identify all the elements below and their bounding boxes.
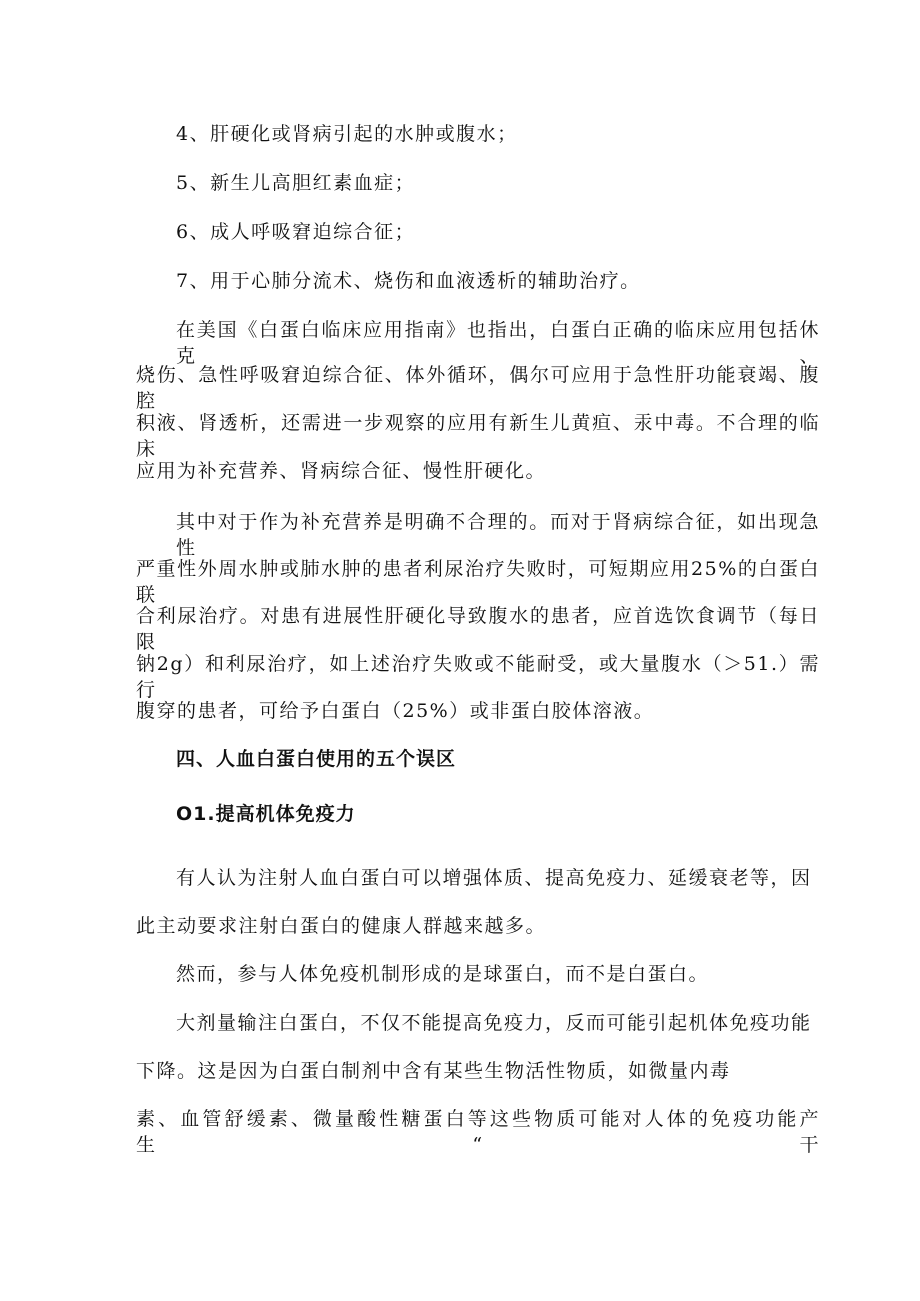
paragraph-line: 大剂量输注白蛋白，不仅不能提高免疫力，反而可能引起机体免疫功能 [176,1012,812,1034]
paragraph-line: 有人认为注射人血白蛋白可以增强体质、提高免疫力、延缓衰老等，因 [176,867,812,889]
paragraph-line: 腹穿的患者，可给予白蛋白（25%）或非蛋白胶体溶液。 [136,700,655,722]
paragraph-line: 严重性外周水肿或肺水肿的患者利尿治疗失败时，可短期应用25%的白蛋白联 [136,558,820,606]
list-item: 6、成人呼吸窘迫综合征； [176,221,416,243]
list-item: 7、用于心肺分流术、烧伤和血液透析的辅助治疗。 [176,270,641,292]
paragraph-line: 其中对于作为补充营养是明确不合理的。而对于肾病综合征，如出现急性 [176,511,820,559]
paragraph-line: 此主动要求注射白蛋白的健康人群越来越多。 [136,915,547,937]
paragraph-line: 在美国《白蛋白临床应用指南》也指出，白蛋白正确的临床应用包括休克、 [176,319,820,367]
paragraph-line: 钠2g）和利尿治疗，如上述治疗失败或不能耐受，或大量腹水（＞51.）需行 [136,653,820,701]
paragraph-line: 然而，参与人体免疫机制形成的是球蛋白，而不是白蛋白。 [176,963,710,985]
paragraph-line: 应用为补充营养、肾病综合征、慢性肝硬化。 [136,460,547,482]
paragraph-line: 积液、肾透析，还需进一步观察的应用有新生儿黄疸、汞中毒。不合理的临床 [136,412,820,460]
sub-heading: O1.提高机体免疫力 [176,803,356,825]
paragraph-line: 合利尿治疗。对患有进展性肝硬化导致腹水的患者，应首选饮食调节（每日限 [136,605,820,653]
list-item: 5、新生儿高胆红素血症； [176,172,416,194]
paragraph-line: 素、血管舒缓素、微量酸性糖蛋白等这些物质可能对人体的免疫功能产生“干 [136,1108,820,1156]
section-heading: 四、人血白蛋白使用的五个误区 [176,748,457,770]
paragraph-line: 烧伤、急性呼吸窘迫综合征、体外循环，偶尔可应用于急性肝功能衰竭、腹腔 [136,364,820,412]
paragraph-line: 下降。这是因为白蛋白制剂中含有某些生物活性物质，如微量内毒 [136,1060,731,1082]
list-item: 4、肝硬化或肾病引起的水肿或腹水； [176,123,518,145]
